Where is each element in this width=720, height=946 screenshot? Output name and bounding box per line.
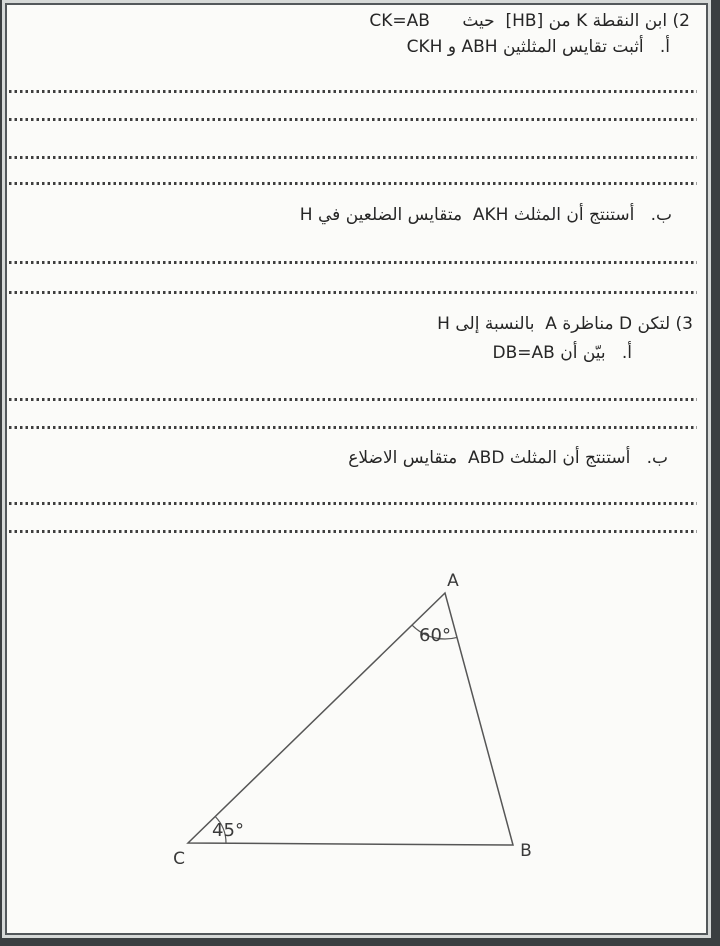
question-3-part-b: ب. أستنتج أن المثلث ABD متقايس الاضلاع [348, 448, 668, 468]
answer-line [9, 398, 697, 401]
answer-line [9, 156, 697, 159]
question-3-statement: 3) لتكن D مناظرة A بالنسبة إلى H [437, 314, 693, 334]
question-2-part-b: ب. أستنتج أن المثلث AKH متقايس الضلعين في H [299, 205, 672, 225]
triangle-figure [140, 563, 560, 893]
triangle-abc-outline [188, 593, 513, 845]
answer-line [9, 261, 697, 264]
vertex-label-a: A [447, 571, 459, 591]
answer-line [9, 90, 697, 93]
answer-line [9, 291, 697, 294]
question-3-part-a: أ. بيّن أن DB=AB [492, 343, 632, 363]
question-2-part-a: أ. أثبت تقايس المثلثين ABH و CKH [406, 37, 670, 57]
vertex-label-c: C [173, 849, 185, 869]
answer-line [9, 426, 697, 429]
answer-line [9, 530, 697, 533]
question-2-statement: 2) ابن النقطة K من [HB] حيث CK=AB [369, 11, 690, 31]
angle-value-at-c: 45° [212, 820, 244, 841]
answer-line [9, 182, 697, 185]
vertex-label-b: B [520, 841, 532, 861]
answer-line [9, 502, 697, 505]
answer-line [9, 118, 697, 121]
angle-value-at-a: 60° [419, 625, 451, 646]
